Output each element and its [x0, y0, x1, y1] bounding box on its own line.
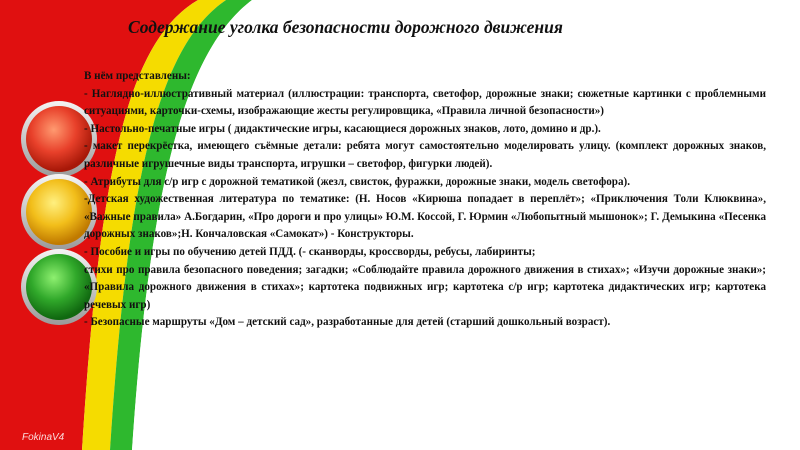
paragraph: - Атрибуты для с/р игр с дорожной тематикой (жезл, свисток, фуражки, дорожные знаки, модель светофора). [84, 175, 630, 188]
slide-body [84, 68, 766, 332]
author-signature: FokinaV4 [22, 432, 65, 443]
paragraph: - Безопасные маршруты «Дом – детский сад», разработанные для детей (старший дошкольный возраст). [84, 316, 611, 329]
slide-title: Содержание уголка безопасности дорожного движения [128, 17, 563, 37]
paragraph: - Пособие и игры по обучению детей ПДД. (- сканворды, кроссворды, ребусы, лабиринты; [84, 245, 536, 258]
paragraph: стихи про правила безопасного поведения; загадки; «Соблюдайте правила дорожного движения в стихах»; «Изучи дорожные знаки»; «Правила дорожного движения в стихах»; картотека подвижных игр; картотека с/р игр; картотека дидактических игр; картотека речевых игр) [84, 263, 766, 311]
paragraph: - Наглядно-иллюстративный материал (иллюстрации: транспорта, светофор, дорожные знаки; сюжетные картинки с проблемными ситуациями, карточки-схемы, изображающие жесты регулировщика, «Правила личной безопасности») [84, 87, 766, 118]
paragraph: - Настольно-печатные игры ( дидактические игры, касающиеся дорожных знаков, лото, домино и др.). [84, 122, 601, 135]
paragraph: - макет перекрёстка, имеющего съёмные детали: ребята могут самостоятельно моделировать улицу. (комплект дорожных знаков, различные игрушечные виды транспорта, игрушки – светофор, фигурки людей). [84, 140, 766, 170]
paragraph: -Детская художественная литература по тематике: (Н. Носов «Кирюша попадает в переплёт»; «Приключения Толи Клюквина», «Важные правила» А.Богдарин, «Про дороги и про улицы» Ю.М. Коссой, Г. Юрмин «Любопытный мышонок»; Г. Демыкина «Песенка дорожных знаков»;Н. Кончаловская «Самокат») - Конструкторы. [84, 193, 766, 241]
paragraph: В нём представлены: [84, 70, 191, 82]
